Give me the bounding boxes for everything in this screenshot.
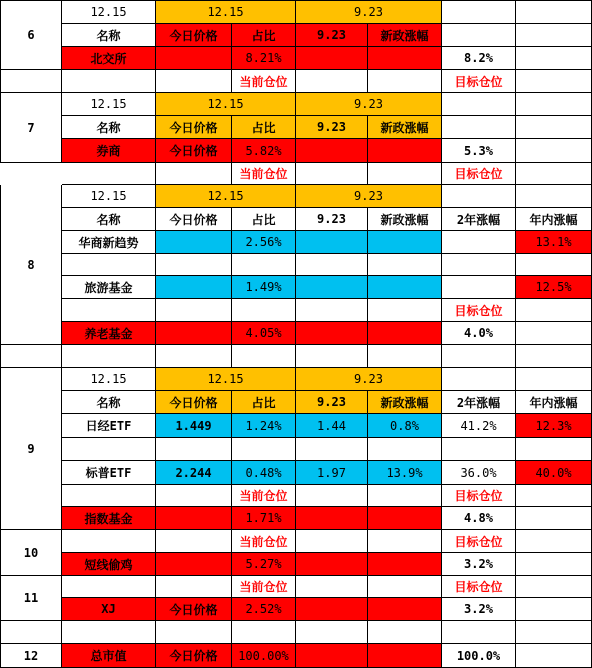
row-number[interactable]: 9 [0,368,62,530]
empty-cell[interactable] [296,576,368,598]
header-ytd[interactable]: 年内涨幅 [516,391,592,414]
fund-name[interactable]: 指数基金 [62,507,156,530]
empty-cell[interactable] [62,299,156,322]
empty-cell[interactable] [442,185,516,208]
empty-cell[interactable] [156,485,232,507]
base-value[interactable]: 1.44 [296,414,368,438]
ratio-value[interactable]: 1.24% [232,414,296,438]
empty-cell[interactable] [516,530,592,553]
empty-cell[interactable] [296,621,368,644]
ytd-value[interactable]: 13.1% [516,231,592,254]
empty-cell[interactable] [442,254,516,276]
row-number[interactable]: 7 [0,93,62,163]
target-position-label[interactable]: 目标仓位 [442,299,516,322]
empty-cell[interactable] [442,0,516,24]
target-position-label[interactable]: 目标仓位 [442,70,516,93]
header-price[interactable]: 今日价格 [156,208,232,231]
empty-cell[interactable] [516,139,592,163]
header-name[interactable]: 名称 [62,391,156,414]
row-number[interactable]: 6 [0,0,62,70]
empty-cell[interactable] [368,163,442,185]
price-label[interactable]: 今日价格 [156,644,232,668]
empty-cell[interactable] [368,576,442,598]
empty-cell[interactable] [368,47,442,70]
current-position-label[interactable]: 当前仓位 [232,485,296,507]
empty-cell[interactable] [156,530,232,553]
header-ytd[interactable]: 年内涨幅 [516,208,592,231]
ratio-value[interactable]: 2.56% [232,231,296,254]
empty-cell[interactable] [516,644,592,668]
ratio-value[interactable]: 5.82% [232,139,296,163]
price-value[interactable]: 2.244 [156,461,232,485]
empty-cell[interactable] [516,621,592,644]
current-position-label[interactable]: 当前仓位 [232,163,296,185]
empty-cell[interactable] [156,254,232,276]
empty-cell[interactable] [442,621,516,644]
header-two-year[interactable]: 2年涨幅 [442,391,516,414]
header-date[interactable]: 12.15 [156,93,296,116]
empty-cell[interactable] [62,576,156,598]
header-date[interactable]: 12.15 [156,0,296,24]
fund-name[interactable]: 华商新趋势 [62,231,156,254]
two-year-value[interactable]: 36.0% [442,461,516,485]
empty-cell[interactable] [156,553,232,576]
header-ratio[interactable]: 占比 [232,208,296,231]
empty-cell[interactable] [62,530,156,553]
empty-cell[interactable] [296,507,368,530]
empty-cell[interactable] [516,24,592,47]
empty-cell[interactable] [516,70,592,93]
header-price[interactable]: 今日价格 [156,24,232,47]
fund-name[interactable]: 日经ETF [62,414,156,438]
row-number[interactable]: 11 [0,576,62,621]
empty-cell[interactable] [156,507,232,530]
header-date[interactable]: 9.23 [296,0,442,24]
empty-cell[interactable] [442,231,516,254]
empty-cell[interactable] [296,299,368,322]
base-value[interactable]: 1.97 [296,461,368,485]
empty-cell[interactable] [442,345,516,368]
target-position-label[interactable]: 目标仓位 [442,163,516,185]
change-value[interactable]: 0.8% [368,414,442,438]
empty-cell[interactable] [516,254,592,276]
fund-name[interactable]: 养老基金 [62,322,156,345]
empty-cell[interactable] [516,163,592,185]
current-position-label[interactable]: 当前仓位 [232,576,296,598]
empty-cell[interactable] [232,254,296,276]
empty-cell[interactable] [442,276,516,299]
header-date[interactable]: 9.23 [296,185,442,208]
ratio-value[interactable]: 2.52% [232,598,296,621]
row-number[interactable]: 12 [0,644,62,668]
empty-cell[interactable] [296,644,368,668]
header-ratio[interactable]: 占比 [232,116,296,139]
header-date[interactable]: 12.15 [156,185,296,208]
fund-name[interactable]: XJ [62,598,156,621]
ratio-value[interactable]: 0.48% [232,461,296,485]
empty-cell[interactable] [156,438,232,461]
empty-cell[interactable] [442,116,516,139]
empty-cell[interactable] [296,276,368,299]
header-change[interactable]: 新政涨幅 [368,24,442,47]
empty-cell[interactable] [0,70,62,93]
empty-cell[interactable] [62,485,156,507]
empty-cell[interactable] [62,621,156,644]
empty-cell[interactable] [232,345,296,368]
header-price[interactable]: 今日价格 [156,116,232,139]
fund-name[interactable]: 北交所 [62,47,156,70]
current-position-label[interactable]: 当前仓位 [232,70,296,93]
fund-name[interactable]: 标普ETF [62,461,156,485]
header-ratio[interactable]: 占比 [232,391,296,414]
ratio-value[interactable]: 1.71% [232,507,296,530]
header-date[interactable]: 9.23 [296,93,442,116]
empty-cell[interactable] [516,93,592,116]
empty-cell[interactable] [62,254,156,276]
ytd-value[interactable]: 12.5% [516,276,592,299]
empty-cell[interactable] [516,345,592,368]
empty-cell[interactable] [516,47,592,70]
target-position-label[interactable]: 目标仓位 [442,576,516,598]
current-position-label[interactable]: 当前仓位 [232,530,296,553]
target-value[interactable]: 4.8% [442,507,516,530]
fund-name[interactable]: 券商 [62,139,156,163]
empty-cell[interactable] [62,70,156,93]
header-change[interactable]: 新政涨幅 [368,391,442,414]
empty-cell[interactable] [0,621,62,644]
empty-cell[interactable] [156,299,232,322]
header-price[interactable]: 今日价格 [156,391,232,414]
empty-cell[interactable] [516,438,592,461]
header-base[interactable]: 9.23 [296,208,368,231]
ratio-value[interactable]: 8.21% [232,47,296,70]
empty-cell[interactable] [156,322,232,345]
empty-cell[interactable] [442,24,516,47]
empty-cell[interactable] [0,345,62,368]
empty-cell[interactable] [156,276,232,299]
empty-cell[interactable] [368,485,442,507]
target-value[interactable]: 5.3% [442,139,516,163]
ytd-value[interactable]: 12.3% [516,414,592,438]
empty-cell[interactable] [516,116,592,139]
empty-cell[interactable] [368,553,442,576]
empty-cell[interactable] [296,163,368,185]
empty-cell[interactable] [296,322,368,345]
change-value[interactable]: 13.9% [368,461,442,485]
date-cell[interactable]: 12.15 [62,185,156,208]
empty-cell[interactable] [368,345,442,368]
empty-cell[interactable] [156,163,232,185]
empty-cell[interactable] [368,299,442,322]
empty-cell[interactable] [516,507,592,530]
target-value[interactable]: 4.0% [442,322,516,345]
empty-cell[interactable] [296,438,368,461]
empty-cell[interactable] [368,438,442,461]
empty-cell[interactable] [62,438,156,461]
empty-cell[interactable] [296,530,368,553]
date-cell[interactable]: 12.15 [62,368,156,391]
header-base[interactable]: 9.23 [296,116,368,139]
empty-cell[interactable] [62,345,156,368]
empty-cell[interactable] [156,70,232,93]
empty-cell[interactable] [232,621,296,644]
empty-cell[interactable] [156,621,232,644]
empty-cell[interactable] [516,368,592,391]
price-value[interactable]: 1.449 [156,414,232,438]
fund-name[interactable]: 短线偷鸡 [62,553,156,576]
empty-cell[interactable] [516,576,592,598]
empty-cell[interactable] [296,598,368,621]
header-change[interactable]: 新政涨幅 [368,116,442,139]
empty-cell[interactable] [368,507,442,530]
empty-cell[interactable] [296,47,368,70]
empty-cell[interactable] [368,254,442,276]
empty-cell[interactable] [156,345,232,368]
target-value[interactable]: 3.2% [442,553,516,576]
header-ratio[interactable]: 占比 [232,24,296,47]
fund-name[interactable]: 旅游基金 [62,276,156,299]
empty-cell[interactable] [156,231,232,254]
empty-cell[interactable] [296,485,368,507]
ratio-value[interactable]: 4.05% [232,322,296,345]
date-cell[interactable]: 12.15 [62,93,156,116]
empty-cell[interactable] [368,530,442,553]
price-label[interactable]: 今日价格 [156,139,232,163]
row-number[interactable]: 10 [0,530,62,576]
row-number[interactable]: 8 [0,185,62,345]
target-position-label[interactable]: 目标仓位 [442,530,516,553]
header-name[interactable]: 名称 [62,208,156,231]
price-label[interactable]: 今日价格 [156,598,232,621]
empty-cell[interactable] [442,438,516,461]
header-change[interactable]: 新政涨幅 [368,208,442,231]
empty-cell[interactable] [368,70,442,93]
ratio-value[interactable]: 100.00% [232,644,296,668]
header-two-year[interactable]: 2年涨幅 [442,208,516,231]
empty-cell[interactable] [368,139,442,163]
target-position-label[interactable]: 目标仓位 [442,485,516,507]
empty-cell[interactable] [296,254,368,276]
empty-cell[interactable] [516,322,592,345]
empty-cell[interactable] [296,139,368,163]
empty-cell[interactable] [516,598,592,621]
empty-cell[interactable] [368,644,442,668]
two-year-value[interactable]: 41.2% [442,414,516,438]
fund-name[interactable]: 总市值 [62,644,156,668]
empty-cell[interactable] [62,163,156,185]
empty-cell[interactable] [442,368,516,391]
header-base[interactable]: 9.23 [296,391,368,414]
target-value[interactable]: 100.0% [442,644,516,668]
empty-cell[interactable] [296,345,368,368]
header-name[interactable]: 名称 [62,116,156,139]
empty-cell[interactable] [516,485,592,507]
ytd-value[interactable]: 40.0% [516,461,592,485]
empty-cell[interactable] [296,553,368,576]
empty-cell[interactable] [296,70,368,93]
header-name[interactable]: 名称 [62,24,156,47]
target-value[interactable]: 8.2% [442,47,516,70]
empty-cell[interactable] [156,47,232,70]
empty-cell[interactable] [232,438,296,461]
date-cell[interactable]: 12.15 [62,0,156,24]
empty-cell[interactable] [368,231,442,254]
empty-cell[interactable] [368,322,442,345]
empty-cell[interactable] [296,231,368,254]
empty-cell[interactable] [368,598,442,621]
empty-cell[interactable] [368,276,442,299]
target-value[interactable]: 3.2% [442,598,516,621]
header-base[interactable]: 9.23 [296,24,368,47]
empty-cell[interactable] [232,299,296,322]
header-date[interactable]: 9.23 [296,368,442,391]
empty-cell[interactable] [516,0,592,24]
ratio-value[interactable]: 5.27% [232,553,296,576]
header-date[interactable]: 12.15 [156,368,296,391]
empty-cell[interactable] [516,553,592,576]
empty-cell[interactable] [442,93,516,116]
empty-cell[interactable] [516,299,592,322]
empty-cell[interactable] [156,576,232,598]
empty-cell[interactable] [516,185,592,208]
ratio-value[interactable]: 1.49% [232,276,296,299]
empty-cell[interactable] [368,621,442,644]
